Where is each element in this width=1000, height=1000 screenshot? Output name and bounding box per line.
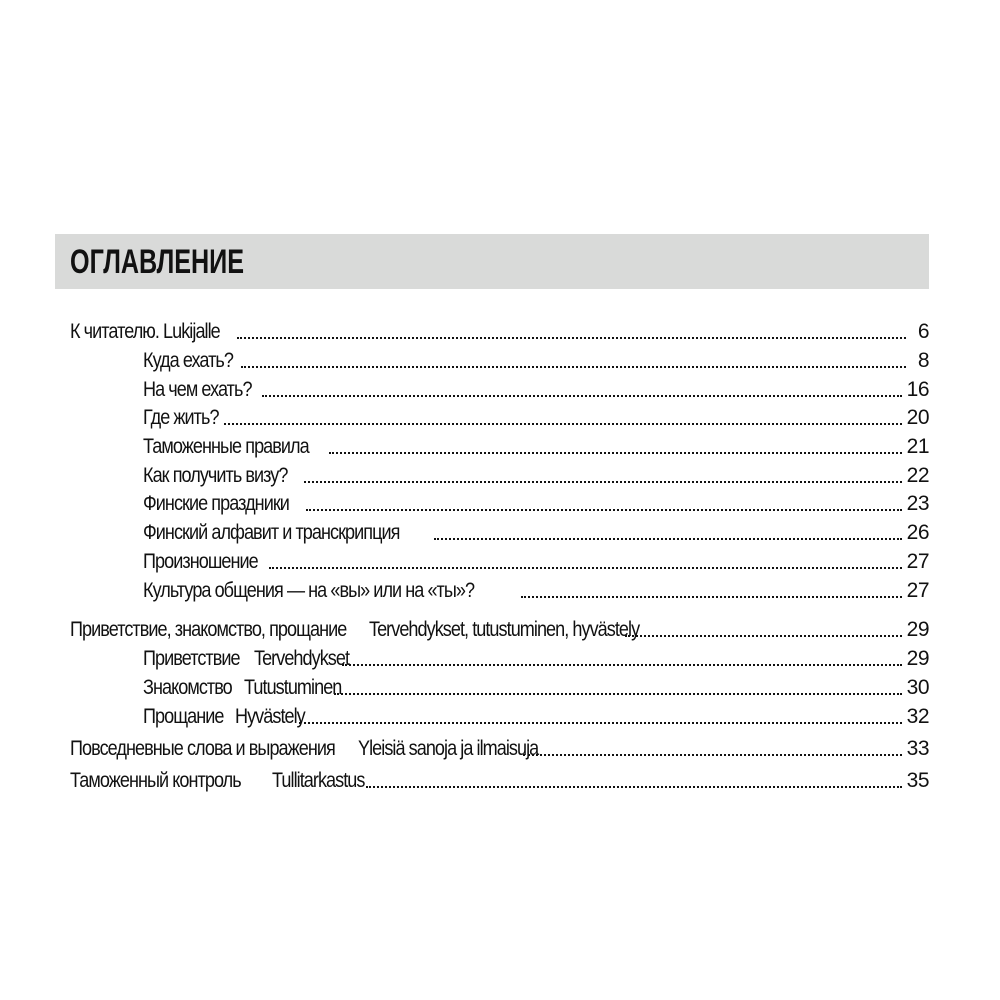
toc-entry-title bbox=[143, 550, 276, 574]
toc-entry-page: 26 bbox=[906, 521, 929, 544]
toc-entry[interactable] bbox=[70, 765, 929, 793]
toc-entry[interactable] bbox=[143, 431, 929, 459]
toc-entry-title-ru: Таможенный контроль bbox=[70, 769, 241, 792]
toc-entry-title-fi: Hyvästely bbox=[234, 705, 305, 728]
toc-entry[interactable] bbox=[143, 672, 929, 700]
toc-entry-title-ru: Где жить? bbox=[143, 406, 219, 429]
toc-entry-page: 16 bbox=[906, 378, 929, 401]
toc-entry-page: 29 bbox=[906, 618, 929, 641]
toc-entry-title-ru: Финские праздники bbox=[143, 492, 289, 515]
toc-entry[interactable] bbox=[143, 345, 929, 373]
toc-entry[interactable] bbox=[143, 575, 929, 603]
toc-entry[interactable] bbox=[70, 316, 929, 344]
toc-entry-title-ru: На чем ехать? bbox=[143, 378, 252, 401]
toc-entry-title bbox=[70, 769, 379, 793]
dot-leader bbox=[334, 692, 901, 695]
toc-entry-page: 8 bbox=[917, 349, 929, 372]
dot-leader bbox=[224, 422, 902, 425]
toc-entry-page: 23 bbox=[906, 492, 929, 515]
dot-leader bbox=[523, 753, 902, 756]
toc-entry[interactable] bbox=[143, 517, 929, 545]
dot-leader bbox=[521, 595, 902, 598]
toc-entry-title bbox=[143, 406, 231, 430]
toc-entry[interactable] bbox=[143, 402, 929, 430]
page-title: ОГЛАВЛЕНИЕ bbox=[70, 243, 245, 281]
toc-entry-title bbox=[143, 521, 441, 545]
toc-entry-page: 35 bbox=[906, 769, 929, 792]
toc-entry-title bbox=[70, 737, 568, 761]
toc-entry-title bbox=[143, 492, 313, 516]
toc-entry-page: 22 bbox=[906, 464, 929, 487]
dot-leader bbox=[329, 451, 902, 454]
toc-entry-page: 30 bbox=[906, 676, 929, 699]
toc-entry-title bbox=[143, 705, 316, 729]
toc-entry-title bbox=[143, 579, 528, 603]
dot-leader bbox=[625, 634, 902, 637]
dot-leader bbox=[304, 480, 902, 483]
toc-entry[interactable] bbox=[70, 614, 929, 642]
toc-entry[interactable] bbox=[143, 460, 929, 488]
toc-entry-title-fi: Yleisiä sanoja ja ilmaisuja bbox=[358, 737, 539, 760]
toc-entry-title-ru: Как получить визу? bbox=[143, 464, 288, 487]
toc-entry-title-fi: Tullitarkastus bbox=[271, 769, 365, 792]
toc-entry-title-ru: Произношение bbox=[143, 550, 258, 573]
toc-entry[interactable] bbox=[143, 546, 929, 574]
toc-entry-title-fi: Tervehdykset bbox=[254, 647, 350, 670]
toc-entry-title bbox=[143, 676, 357, 700]
toc-entry[interactable] bbox=[70, 733, 929, 761]
toc-entry-page: 32 bbox=[906, 705, 929, 728]
toc-entry-title bbox=[70, 320, 244, 344]
toc-entry-page: 27 bbox=[906, 550, 929, 573]
dot-leader bbox=[306, 508, 902, 511]
toc-entry[interactable] bbox=[143, 374, 929, 402]
toc-entry-title-ru: Повседневные слова и выражения bbox=[70, 737, 335, 760]
dot-leader bbox=[262, 394, 901, 397]
toc-entry-title bbox=[143, 378, 269, 402]
toc-entry-title bbox=[143, 464, 311, 488]
toc-entry-title-ru: К читателю. Lukijalle bbox=[70, 320, 220, 343]
toc-entry-title bbox=[143, 435, 336, 459]
toc-entry-title-ru: Прощание bbox=[143, 705, 224, 728]
toc-entry-title-ru: Приветствие bbox=[143, 647, 240, 670]
toc-entry[interactable] bbox=[143, 488, 929, 516]
dot-leader bbox=[366, 785, 902, 788]
toc-entry-title-fi: Tutustuminen bbox=[244, 676, 342, 699]
dot-leader bbox=[434, 537, 901, 540]
toc-entry-title-fi: Tervehdykset, tutustuminen, hyvästely bbox=[369, 618, 640, 641]
dot-leader bbox=[299, 721, 902, 724]
toc-entry-title-ru: Финский алфавит и транскрипция bbox=[143, 521, 400, 544]
toc-entry-title-ru: Таможенные правила bbox=[143, 435, 309, 458]
toc-entry-title-ru: Куда ехать? bbox=[143, 349, 234, 372]
dot-leader bbox=[237, 336, 906, 339]
toc-entry-page: 20 bbox=[906, 406, 929, 429]
toc-entry-title-ru: Знакомство bbox=[143, 676, 232, 699]
dot-leader bbox=[269, 566, 901, 569]
toc-entry-page: 33 bbox=[906, 737, 929, 760]
toc-entry-title bbox=[143, 647, 365, 671]
toc-entry-title-ru: Приветствие, знакомство, прощание bbox=[70, 618, 347, 641]
toc-entry-title bbox=[70, 618, 684, 642]
toc-entry-page: 21 bbox=[906, 435, 929, 458]
toc-entry-page: 6 bbox=[917, 320, 929, 343]
toc-entry-title bbox=[143, 349, 248, 373]
toc-entry-page: 29 bbox=[906, 647, 929, 670]
toc-entry-page: 27 bbox=[906, 579, 929, 602]
toc-entry[interactable] bbox=[143, 701, 929, 729]
dot-leader bbox=[241, 365, 906, 368]
toc-entry-title-ru: Культура общения — на «вы» или на «ты»? bbox=[143, 579, 475, 602]
toc-entry[interactable] bbox=[143, 643, 929, 671]
dot-leader bbox=[342, 663, 902, 666]
